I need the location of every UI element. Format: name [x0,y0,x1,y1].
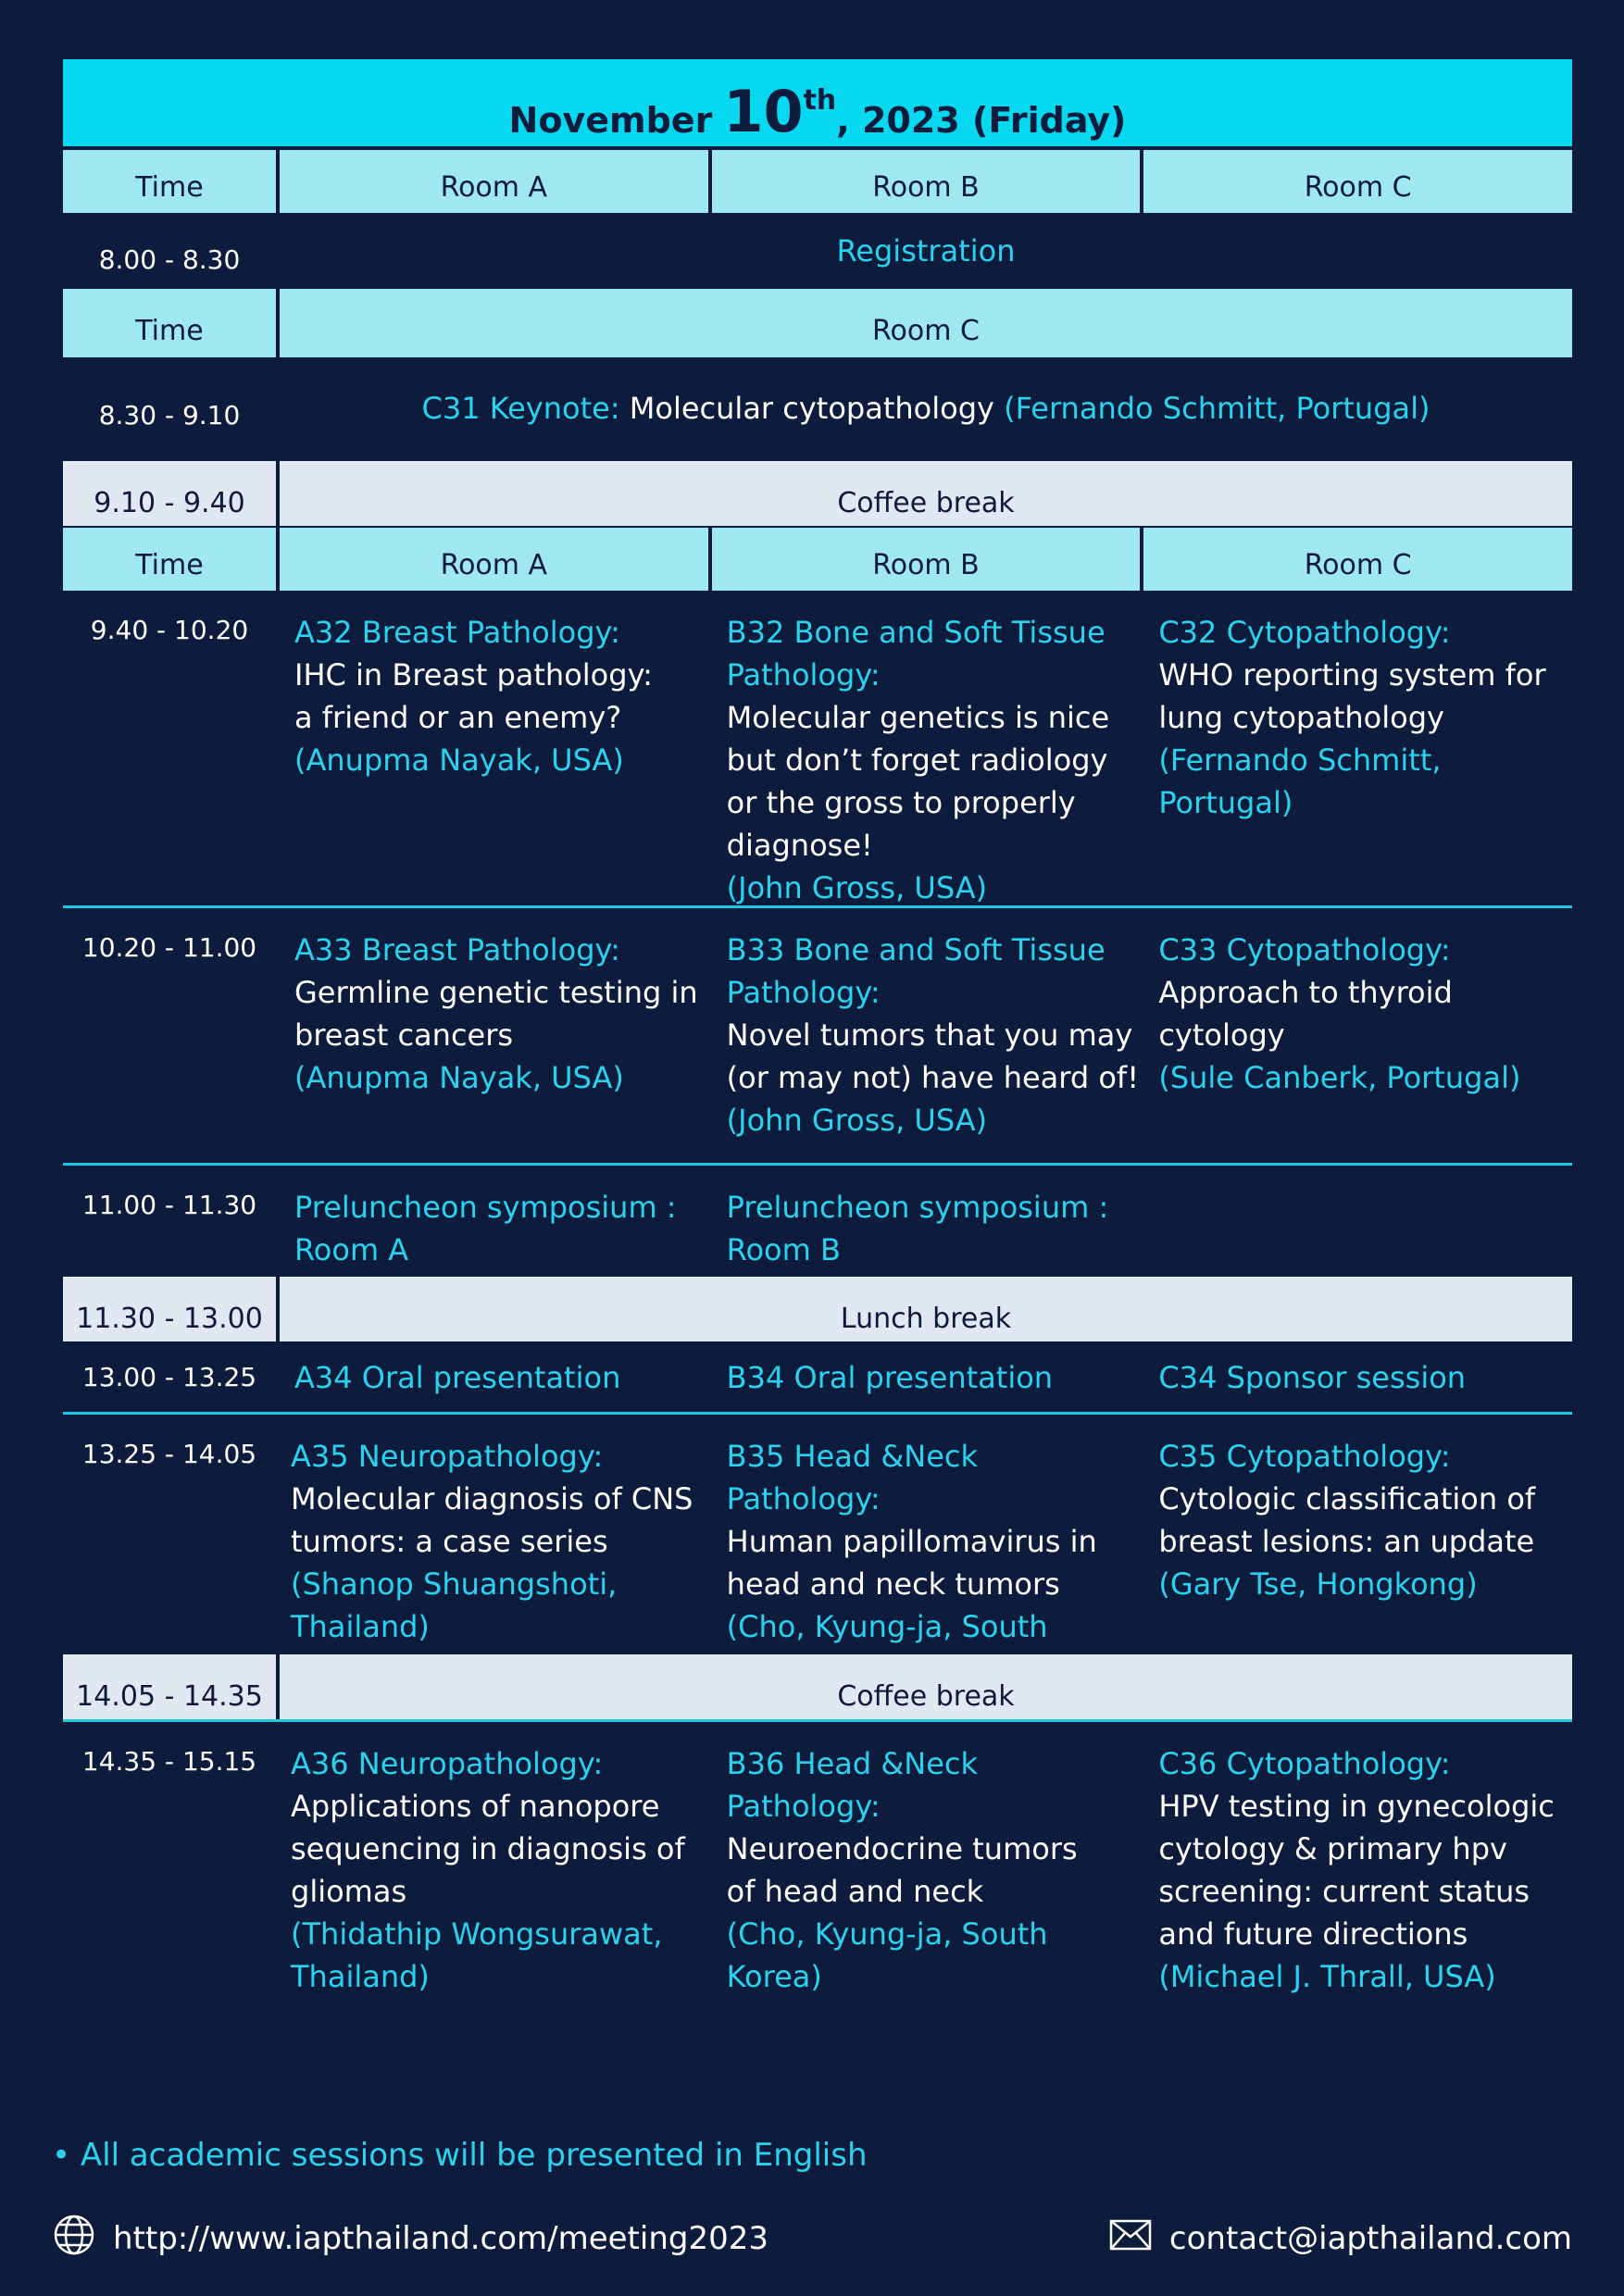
break-label: Coffee break [280,461,1572,526]
title-day-number: 10 [723,78,804,145]
registration-row [63,213,1572,285]
symposium-a: Preluncheon symposium : Room A [294,1190,677,1267]
session-row [63,908,1572,1166]
header-time: Time [63,289,276,357]
title-rest: , 2023 (Friday) [836,100,1127,141]
header-room-a: Room A [280,528,708,591]
time-cell: 13.00 - 13.25 [81,1362,257,1392]
session-c [1143,1722,1572,2018]
session-code: B33 Bone and Soft Tissue Pathology: [726,932,1106,1010]
break-label: Lunch break [280,1277,1572,1341]
time-cell: 14.05 - 14.35 [63,1654,276,1719]
session-title: Germline genetic testing in breast cancers [294,975,698,1053]
session-row [63,1341,1572,1415]
break-label: Coffee break [280,1654,1572,1719]
time-cell: 8.00 - 8.30 [98,244,241,275]
session-b [712,591,1141,917]
header-room-c: Room C [1143,150,1572,213]
time-cell: 11.30 - 13.00 [63,1277,276,1341]
speaker: (Shanop Shuangshoti, Thailand) [291,1566,618,1644]
session-code: C33 Cytopathology: [1158,932,1451,967]
header-room-b: Room B [712,528,1141,591]
session-code: A36 Neuropathology: [291,1746,604,1781]
schedule [63,59,1572,2018]
session-c [1143,591,1572,917]
speaker: (Sule Canberk, Portugal) [1158,1060,1521,1095]
speaker: (John Gross, USA) [726,870,988,905]
header-room-c: Room C [1143,528,1572,591]
speaker: (Cho, Kyung-ja, South Korea) [726,1916,1048,1994]
time-cell: 10.20 - 11.00 [81,932,257,963]
header-time: Time [63,150,276,213]
session-code: C32 Cytopathology: [1158,615,1451,650]
session-code: C35 Cytopathology: [1158,1439,1451,1474]
keynote-row [63,357,1572,461]
session-code: B32 Bone and Soft Tissue Pathology: [726,615,1106,693]
language-note: • All academic sessions will be presented in English [52,2137,868,2174]
speaker: (Michael J. Thrall, USA) [1158,1959,1496,1994]
title-month: November [508,100,713,141]
title-day-suffix: th [803,84,837,117]
session-code: C36 Cytopathology: [1158,1746,1451,1781]
session-a [280,908,708,1163]
session-b: B34 Oral presentation [726,1360,1054,1395]
envelope-icon [1108,2218,1153,2260]
session-code: A33 Breast Pathology: [294,932,620,967]
header-room-b: Room B [712,150,1141,213]
session-code: B36 Head &Neck Pathology: [726,1746,979,1824]
globe-icon [52,2213,96,2265]
symposium-b: Preluncheon symposium : Room B [726,1190,1109,1267]
session-title: IHC in Breast pathology: a friend or an enemy? [294,657,653,735]
session-c: C34 Sponsor session [1158,1360,1467,1395]
session-a: A34 Oral presentation [294,1360,621,1395]
speaker: (Fernando Schmitt, Portugal) [1004,391,1430,426]
header-row [63,150,1572,213]
session-b [712,1722,1141,2018]
day-title [63,59,1572,146]
session-code: A35 Neuropathology: [291,1439,604,1474]
speaker: (John Gross, USA) [726,1103,988,1138]
contact-email[interactable]: contact@iapthailand.com [1168,2220,1572,2257]
session-title: Human papillomavirus in head and neck tumors [726,1524,1097,1602]
speaker: (Thidathip Wongsurawat, Thailand) [291,1916,663,1994]
time-cell: 11.00 - 11.30 [81,1190,257,1220]
session-code: C31 Keynote: [421,391,620,426]
session-title: Molecular diagnosis of CNS tumors: a case series [291,1481,693,1559]
coffee-break-row [63,461,1572,526]
time-cell: 8.30 - 9.10 [98,400,241,430]
header-row-room-c [63,289,1572,357]
session-title: Cytologic classification of breast lesions: an update [1158,1481,1536,1559]
session-title: Novel tumors that you may (or may not) have heard of! [726,1017,1140,1095]
coffee-break-row [63,1654,1572,1722]
lunch-break-row [63,1277,1572,1341]
session-title: Molecular cytopathology [629,391,994,426]
header-room-a: Room A [280,150,708,213]
contact[interactable] [1108,2218,1572,2260]
session-c [1143,908,1572,1163]
time-cell: 9.10 - 9.40 [63,461,276,526]
session-title: Molecular genetics is nice but don’t forget radiology or the gross to properly diagnose! [726,700,1110,863]
header-room-c: Room C [280,289,1572,357]
speaker: (Gary Tse, Hongkong) [1158,1566,1478,1602]
header-row [63,528,1572,591]
website-url[interactable]: http://www.iapthailand.com/meeting2023 [113,2220,768,2257]
session-row [63,1166,1572,1277]
session-row [63,591,1572,908]
speaker: (Anupma Nayak, USA) [294,742,624,778]
session-title: Neuroendocrine tumors of head and neck [726,1831,1078,1909]
session-row [63,1415,1572,1654]
time-cell: 9.40 - 10.20 [90,615,249,645]
speaker: (Fernando Schmitt, Portugal) [1158,742,1442,820]
session-row [63,1722,1572,2018]
time-cell: 13.25 - 14.05 [81,1439,257,1469]
footer [52,2211,1572,2266]
session-b [712,908,1141,1163]
speaker: (Anupma Nayak, USA) [294,1060,624,1095]
session-title: WHO reporting system for lung cytopathology [1158,657,1546,735]
website[interactable] [52,2213,768,2265]
session-title: Applications of nanopore sequencing in diagnosis of gliomas [291,1789,685,1909]
speaker: (Cho, Kyung-ja, South [726,1609,1048,1644]
title-day [723,78,837,145]
session-title: HPV testing in gynecologic cytology & primary hpv screening: current status and future directions [1158,1789,1555,1952]
session-a [280,591,708,917]
session-a [280,1722,708,2018]
registration-label: Registration [836,233,1016,268]
keynote-cell [280,357,1572,461]
time-cell: 14.35 - 15.15 [81,1746,257,1777]
header-time: Time [63,528,276,591]
empty-cell [1143,1166,1572,1279]
session-title: Approach to thyroid cytology [1158,975,1453,1053]
session-code: A32 Breast Pathology: [294,615,620,650]
session-code: B35 Head &Neck Pathology: [726,1439,979,1516]
